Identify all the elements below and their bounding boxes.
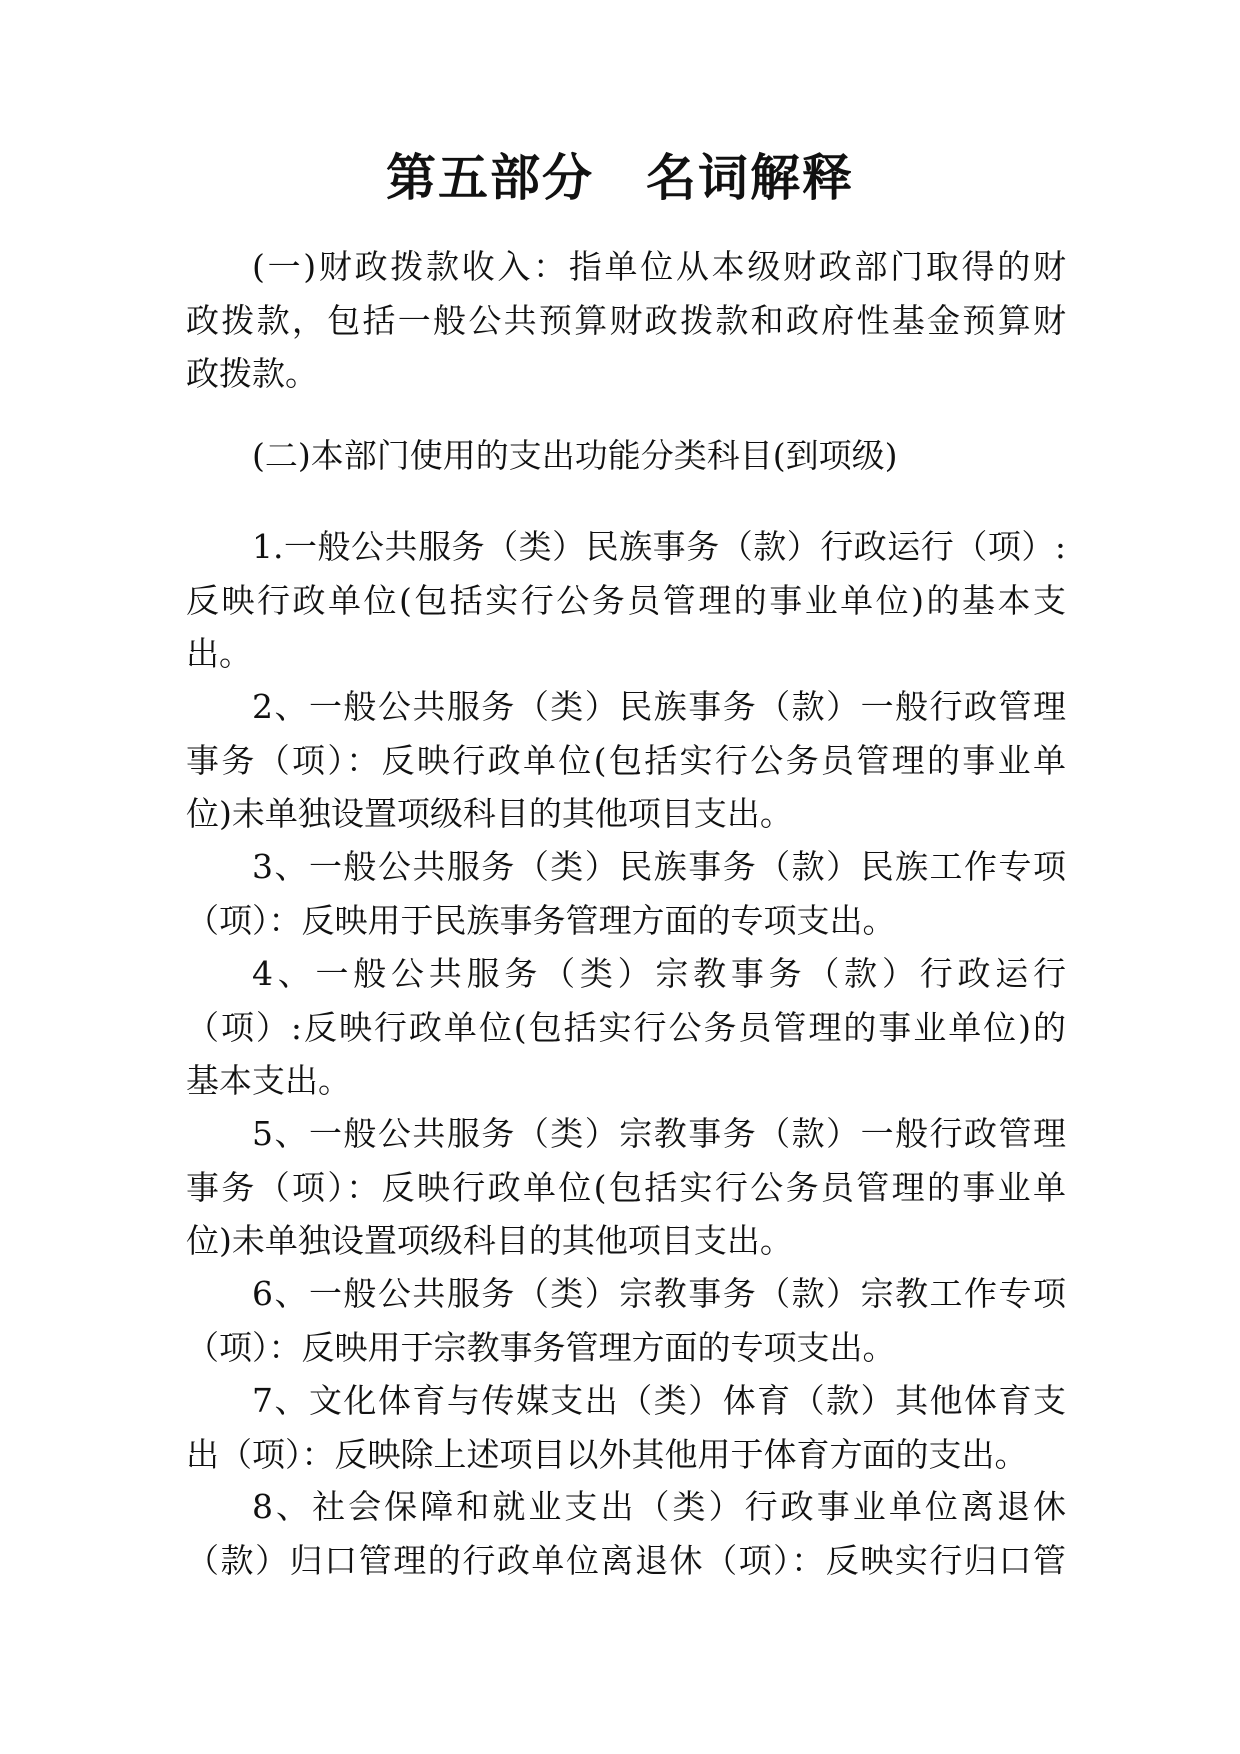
text-line: 位)未单独设置项级科目的其他项目支出。 (186, 794, 793, 833)
text-line: 事务（项）：反映行政单位(包括实行公务员管理的事业单 (186, 1167, 1066, 1207)
paragraph-item-5 (186, 1107, 1066, 1268)
text-line: 4、一般公共服务（类）宗教事务（款）行政运行 (252, 954, 1066, 993)
paragraph-item-2 (186, 680, 1066, 841)
text-line: 基本支出。 (186, 1061, 351, 1100)
page-title: 第五部分 名词解释 (386, 148, 854, 207)
text-line: (一)财政拨款收入：指单位从本级财政部门取得的财 (252, 247, 1066, 286)
text-line: 事务（项）：反映行政单位(包括实行公务员管理的事业单 (186, 740, 1066, 780)
paragraph-expenditure-classification-heading (186, 429, 1066, 483)
paragraph-fiscal-appropriation-income (186, 240, 1066, 401)
text-line: 2、一般公共服务（类）民族事务（款）一般行政管理 (252, 687, 1066, 726)
text-line: 5、一般公共服务（类）宗教事务（款）一般行政管理 (252, 1114, 1066, 1153)
text-line: 政拨款，包括一般公共预算财政拨款和政府性基金预算财 (186, 300, 1066, 340)
paragraph-item-3 (186, 840, 1066, 947)
text-line: （款）归口管理的行政单位离退休（项）：反映实行归口管 (186, 1540, 1066, 1580)
text-line: 政拨款。 (186, 354, 318, 393)
text-line: 6、一般公共服务（类）宗教事务（款）宗教工作专项 (252, 1274, 1066, 1313)
text-line: (二)本部门使用的支出功能分类科目(到项级) (252, 436, 898, 475)
paragraph-item-8 (186, 1480, 1066, 1587)
text-line: 8、社会保障和就业支出（类）行政事业单位离退休 (252, 1487, 1066, 1526)
text-line: 3、一般公共服务（类）民族事务（款）民族工作专项 (252, 847, 1066, 886)
text-line: （项）：反映用于宗教事务管理方面的专项支出。 (186, 1327, 896, 1367)
text-line: 位)未单独设置项级科目的其他项目支出。 (186, 1221, 793, 1260)
paragraph-item-1 (186, 520, 1066, 681)
text-line: 出。 (186, 634, 252, 673)
text-line: （项）：反映用于民族事务管理方面的专项支出。 (186, 900, 896, 940)
text-line: 反映行政单位(包括实行公务员管理的事业单位)的基本支 (186, 580, 1066, 620)
text-line: 1.一般公共服务（类）民族事务（款）行政运行（项）: (252, 527, 1066, 566)
text-line: （项）:反映行政单位(包括实行公务员管理的事业单位)的 (186, 1007, 1066, 1047)
paragraph-item-7 (186, 1374, 1066, 1481)
text-line: 7、文化体育与传媒支出（类）体育（款）其他体育支 (252, 1381, 1066, 1420)
text-line: 出（项）：反映除上述项目以外其他用于体育方面的支出。 (186, 1434, 1028, 1474)
paragraph-item-6 (186, 1267, 1066, 1374)
paragraph-item-4 (186, 947, 1066, 1108)
